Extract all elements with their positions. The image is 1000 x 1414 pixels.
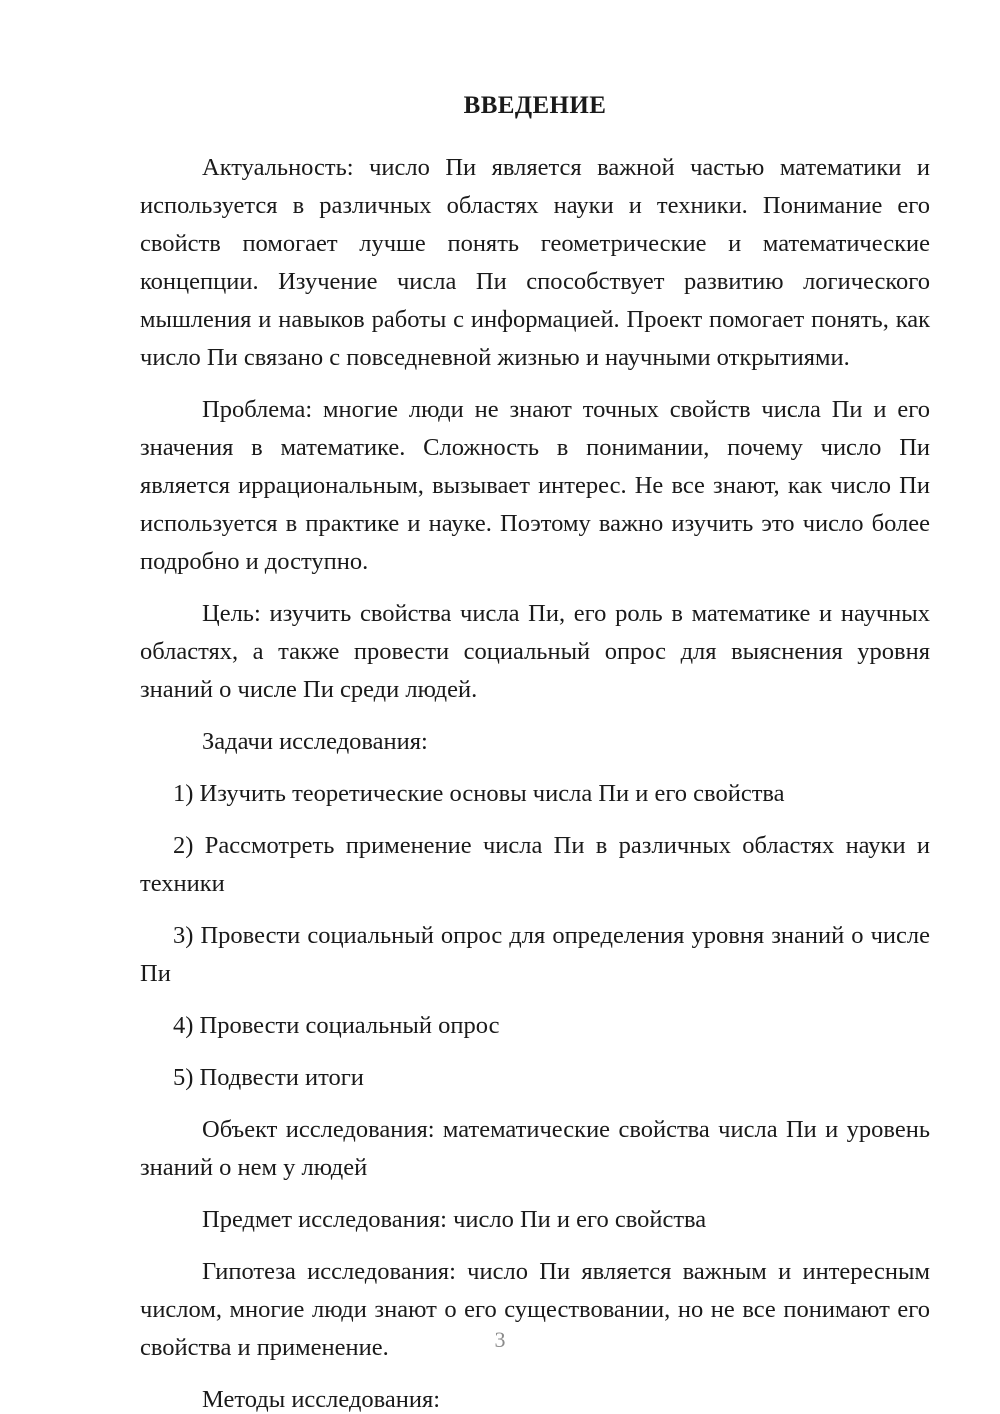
paragraph-object: Объект исследования: математические свойства числа Пи и уровень знаний о нем у людей (140, 1115, 930, 1181)
paragraph-goal: Цель: изучить свойства числа Пи, его роль в математике и научных областях, а также провести социальный опрос для выяснения уровня знаний о числе Пи среди людей. (140, 599, 930, 703)
list-item: 3) Провести социальный опрос для определения уровня знаний о числе Пи (140, 921, 930, 987)
paragraph-subject: Предмет исследования: число Пи и его свойства (202, 1205, 707, 1233)
heading-methods: Методы исследования: (202, 1385, 441, 1413)
list-item: 4) Провести социальный опрос (173, 1011, 500, 1039)
paragraph-problem: Проблема: многие люди не знают точных свойств числа Пи и его значения в математике. Сложность в понимании, почему число Пи является иррациональным, вызывает интерес. Не все знают, как число Пи используется в практике и науке. Поэтому важно изучить это число более подробно и доступно. (140, 395, 930, 575)
page-number: 3 (494, 1327, 506, 1352)
list-item: 5) Подвести итоги (173, 1063, 364, 1091)
page-content (140, 0, 930, 1414)
paragraph-relevance: Актуальность: число Пи является важной частью математики и используется в различных областях науки и техники. Понимание его свойств помогает лучше понять геометрические и математические концепции. Изучение числа Пи способствует развитию логического мышления и навыков работы с информацией. Проект помогает понять, как число Пи связано с повседневной жизнью и научными открытиями. (140, 153, 930, 371)
list-item: 1) Изучить теоретические основы числа Пи и его свойства (173, 779, 785, 807)
paragraph-hypothesis: Гипотеза исследования: число Пи является важным и интересным числом, многие люди знают о его существовании, но не все понимают его свойства и применение. (140, 1257, 930, 1361)
heading-tasks: Задачи исследования: (202, 727, 428, 755)
page-title: ВВЕДЕНИЕ (463, 92, 607, 119)
list-item: 2) Рассмотреть применение числа Пи в различных областях науки и техники (140, 831, 930, 897)
